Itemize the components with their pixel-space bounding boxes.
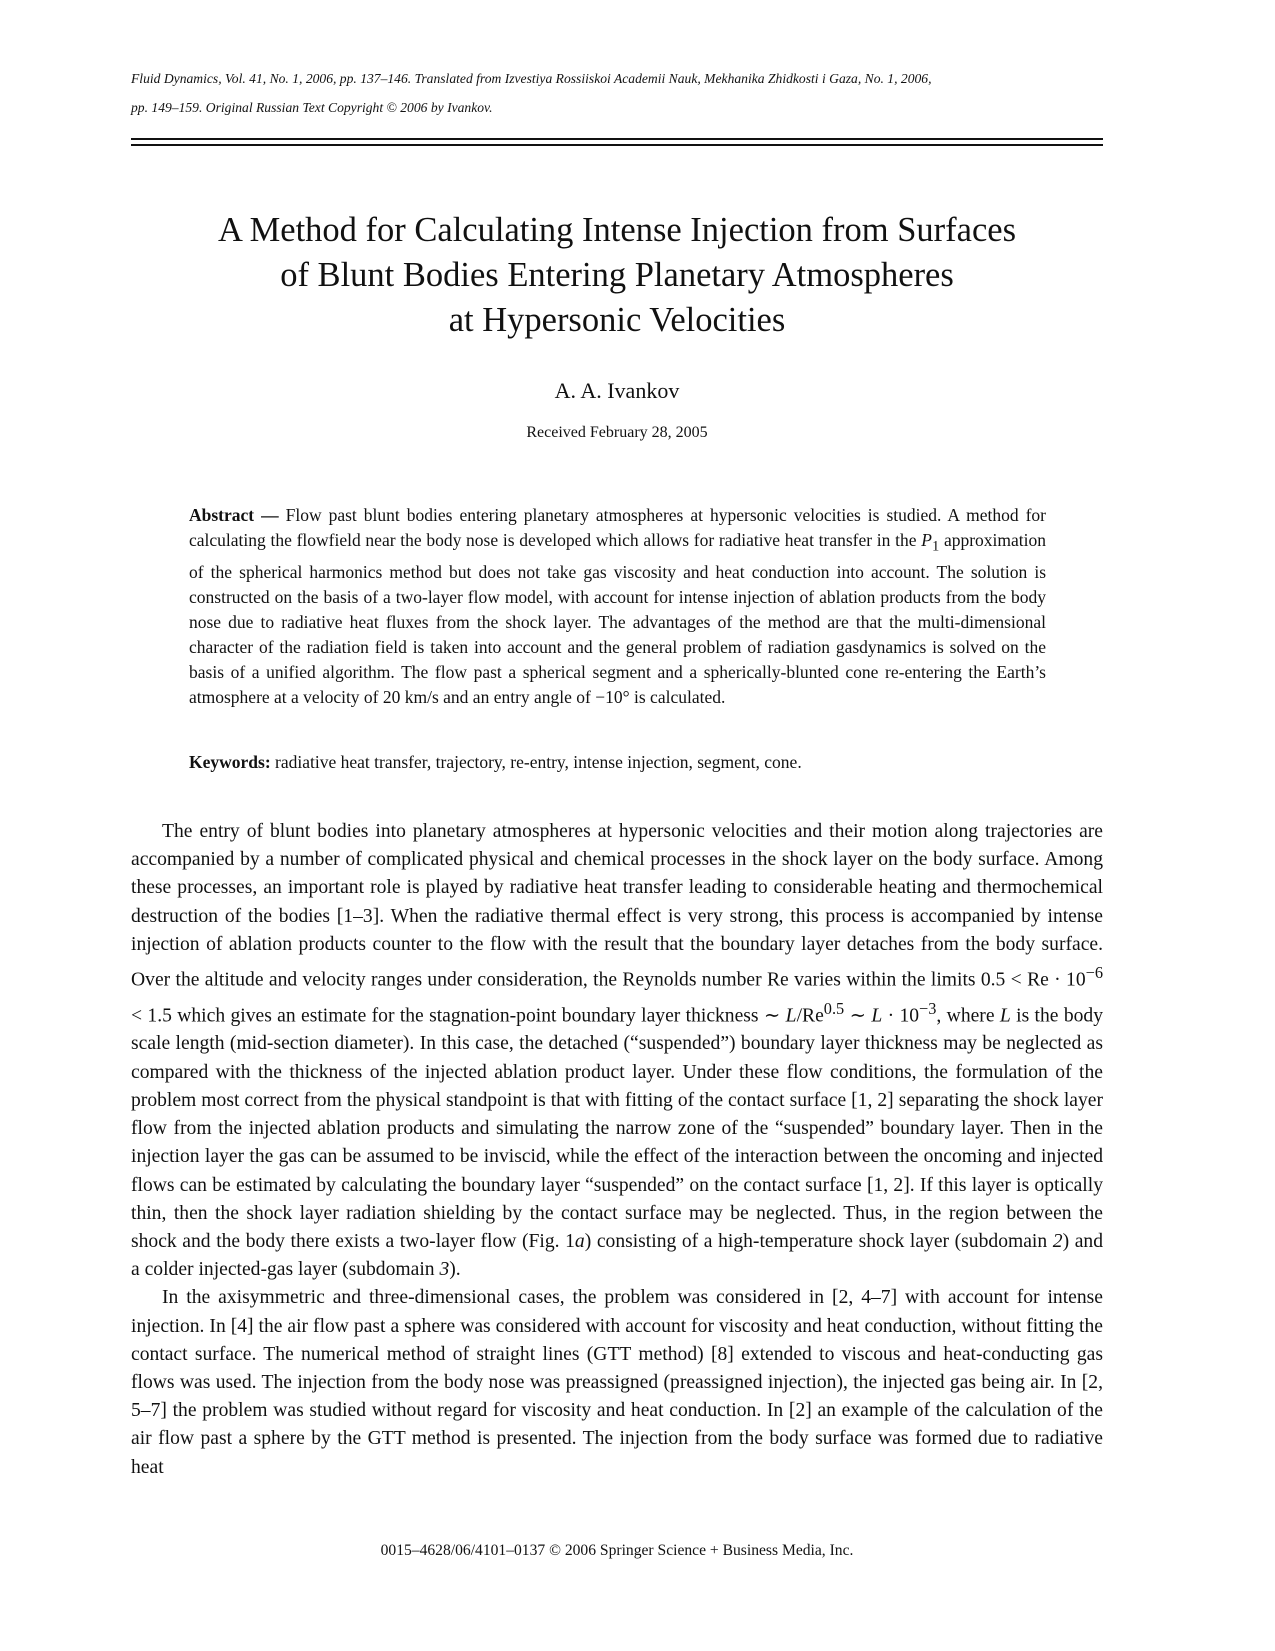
p1-text-b: < 1.5 which gives an estimate for the stagnation-point boundary layer thickness ∼: [131, 1005, 786, 1027]
body-text: [131, 818, 1103, 1482]
p1-text-i: ) and a colder injected-gas layer (subdomain: [131, 1230, 1103, 1281]
p1-symbol-l: L: [999, 1005, 1011, 1027]
header-line-1: Fluid Dynamics, Vol. 41, No. 1, 2006, pp. 137–146. Translated from Izvestiya Rossiiskoi Academii Nauk, Mekhanika Zhidkosti i Gaza, No. 1, 2006,: [131, 71, 932, 86]
received-date: Received February 28, 2005: [526, 424, 708, 441]
p1-exponent-2: 0.5: [823, 998, 845, 1018]
p1-text-a: The entry of blunt bodies into planetary atmospheres at hypersonic velocities and their motion along trajectories are accompanied by a number of complicated physical and chemical processes in the shock layer on the body surface. Among these processes, an important role is played by radiative heat transfer leading to considerable heating and thermochemical destruction of the bodies [1–3]. When the radiative thermal effect is very strong, this process is accompanied by intense injection of ablation products counter to the flow with the result that the boundary layer detaches from the body surface. Over the altitude and velocity ranges under consideration, the Reynolds number Re varies within the limits 0.5 < Re · 10: [131, 821, 1103, 991]
abstract-symbol-sub: 1: [931, 538, 940, 555]
p1-text-e: · 10: [882, 1005, 920, 1027]
copyright-footer: 0015–4628/06/4101–0137 © 2006 Springer Science + Business Media, Inc.: [380, 1542, 854, 1559]
title-line-1: A Method for Calculating Intense Injection from Surfaces: [217, 211, 1017, 249]
abstract: [189, 503, 1046, 710]
abstract-symbol-p: P: [921, 530, 932, 550]
paper-title: [131, 208, 1103, 343]
p1-exponent-1: −6: [1085, 963, 1103, 983]
keywords: [189, 750, 1049, 775]
p1-symbol-l: L: [871, 1005, 883, 1027]
abstract-text-1: Flow past blunt bodies entering planetary atmospheres at hypersonic velocities is studied. A method for calculating the flowfield near the body nose is developed which allows for radiative heat transfer in the: [189, 505, 1046, 550]
p1-text-f: , where: [936, 1005, 1000, 1027]
header-rule-top: [131, 138, 1103, 140]
p1-figure-ref: a: [574, 1230, 585, 1252]
journal-header: [131, 64, 1101, 122]
p1-exponent-3: −3: [919, 998, 937, 1018]
p1-text-g: is the body scale length (mid-section diameter). In this case, the detached (“suspended”) boundary layer thickness may be neglected as compared with the thickness of the injected ablation product layer. Under these flow conditions, the formulation of the problem most correct from the physical standpoint is that with fitting of the contact surface [1, 2] separating the shock layer flow from the injected ablation products and simulating the narrow zone of the “suspended” boundary layer. Then in the injection layer the gas can be assumed to be inviscid, while the effect of the interaction between the oncoming and injected flows can be estimated by calculating the boundary layer “suspended” on the contact surface [1, 2]. If this layer is optically thin, then the shock layer radiation shielding by the contact surface may be neglected. Thus, in the region between the shock and the body there exists a two-layer flow (Fig. 1: [131, 1005, 1104, 1252]
p1-text-h: ) consisting of a high-temperature shock layer (subdomain: [584, 1230, 1053, 1252]
p1-text-c: /Re: [796, 1005, 824, 1027]
p1-text-d: ∼: [844, 1005, 872, 1027]
header-rule-bottom: [131, 144, 1103, 146]
p1-text-j: ).: [449, 1259, 461, 1281]
p1-symbol-l: L: [785, 1005, 797, 1027]
p1-subdomain-3: 3: [439, 1259, 450, 1281]
abstract-label: Abstract —: [189, 505, 279, 525]
paragraph-2: In the axisymmetric and three-dimensional cases, the problem was considered in [2, 4–7] with account for intense injection. In [4] the air flow past a sphere was considered with account for viscosity and heat conduction, without fitting the contact surface. The numerical method of straight lines (GTT method) [8] extended to viscous and heat-conducting gas flows was used. The injection from the body nose was preassigned (preassigned injection), the injected gas being air. In [2, 5–7] the problem was studied without regard for viscosity and heat conduction. In [2] an example of the calculation of the air flow past a sphere by the GTT method is presented. The injection from the body surface was formed due to radiative heat: [131, 1287, 1103, 1478]
title-line-2: of Blunt Bodies Entering Planetary Atmospheres: [280, 256, 954, 294]
abstract-text-2: approximation of the spherical harmonics method but does not take gas viscosity and heat conduction into account. The solution is constructed on the basis of a two-layer flow model, with account for intense injection of ablation products from the body nose due to radiative heat fluxes from the shock layer. The advantages of the method are that the multi-dimensional character of the radiation field is taken into account and the general problem of radiation gasdynamics is solved on the basis of a unified algorithm. The flow past a spherical segment and a spherically-blunted cone re-entering the Earth’s atmosphere at a velocity of 20 km/s and an entry angle of −10° is calculated.: [189, 530, 1047, 707]
author: A. A. Ivankov: [554, 378, 680, 403]
keywords-text: radiative heat transfer, trajectory, re-entry, intense injection, segment, cone.: [270, 752, 802, 772]
keywords-label: Keywords:: [189, 752, 271, 772]
p1-subdomain-2: 2: [1052, 1230, 1063, 1252]
header-line-2: pp. 149–159. Original Russian Text Copyright © 2006 by Ivankov.: [131, 100, 493, 115]
paragraph-1: [131, 818, 1103, 1284]
title-line-3: at Hypersonic Velocities: [448, 301, 786, 339]
